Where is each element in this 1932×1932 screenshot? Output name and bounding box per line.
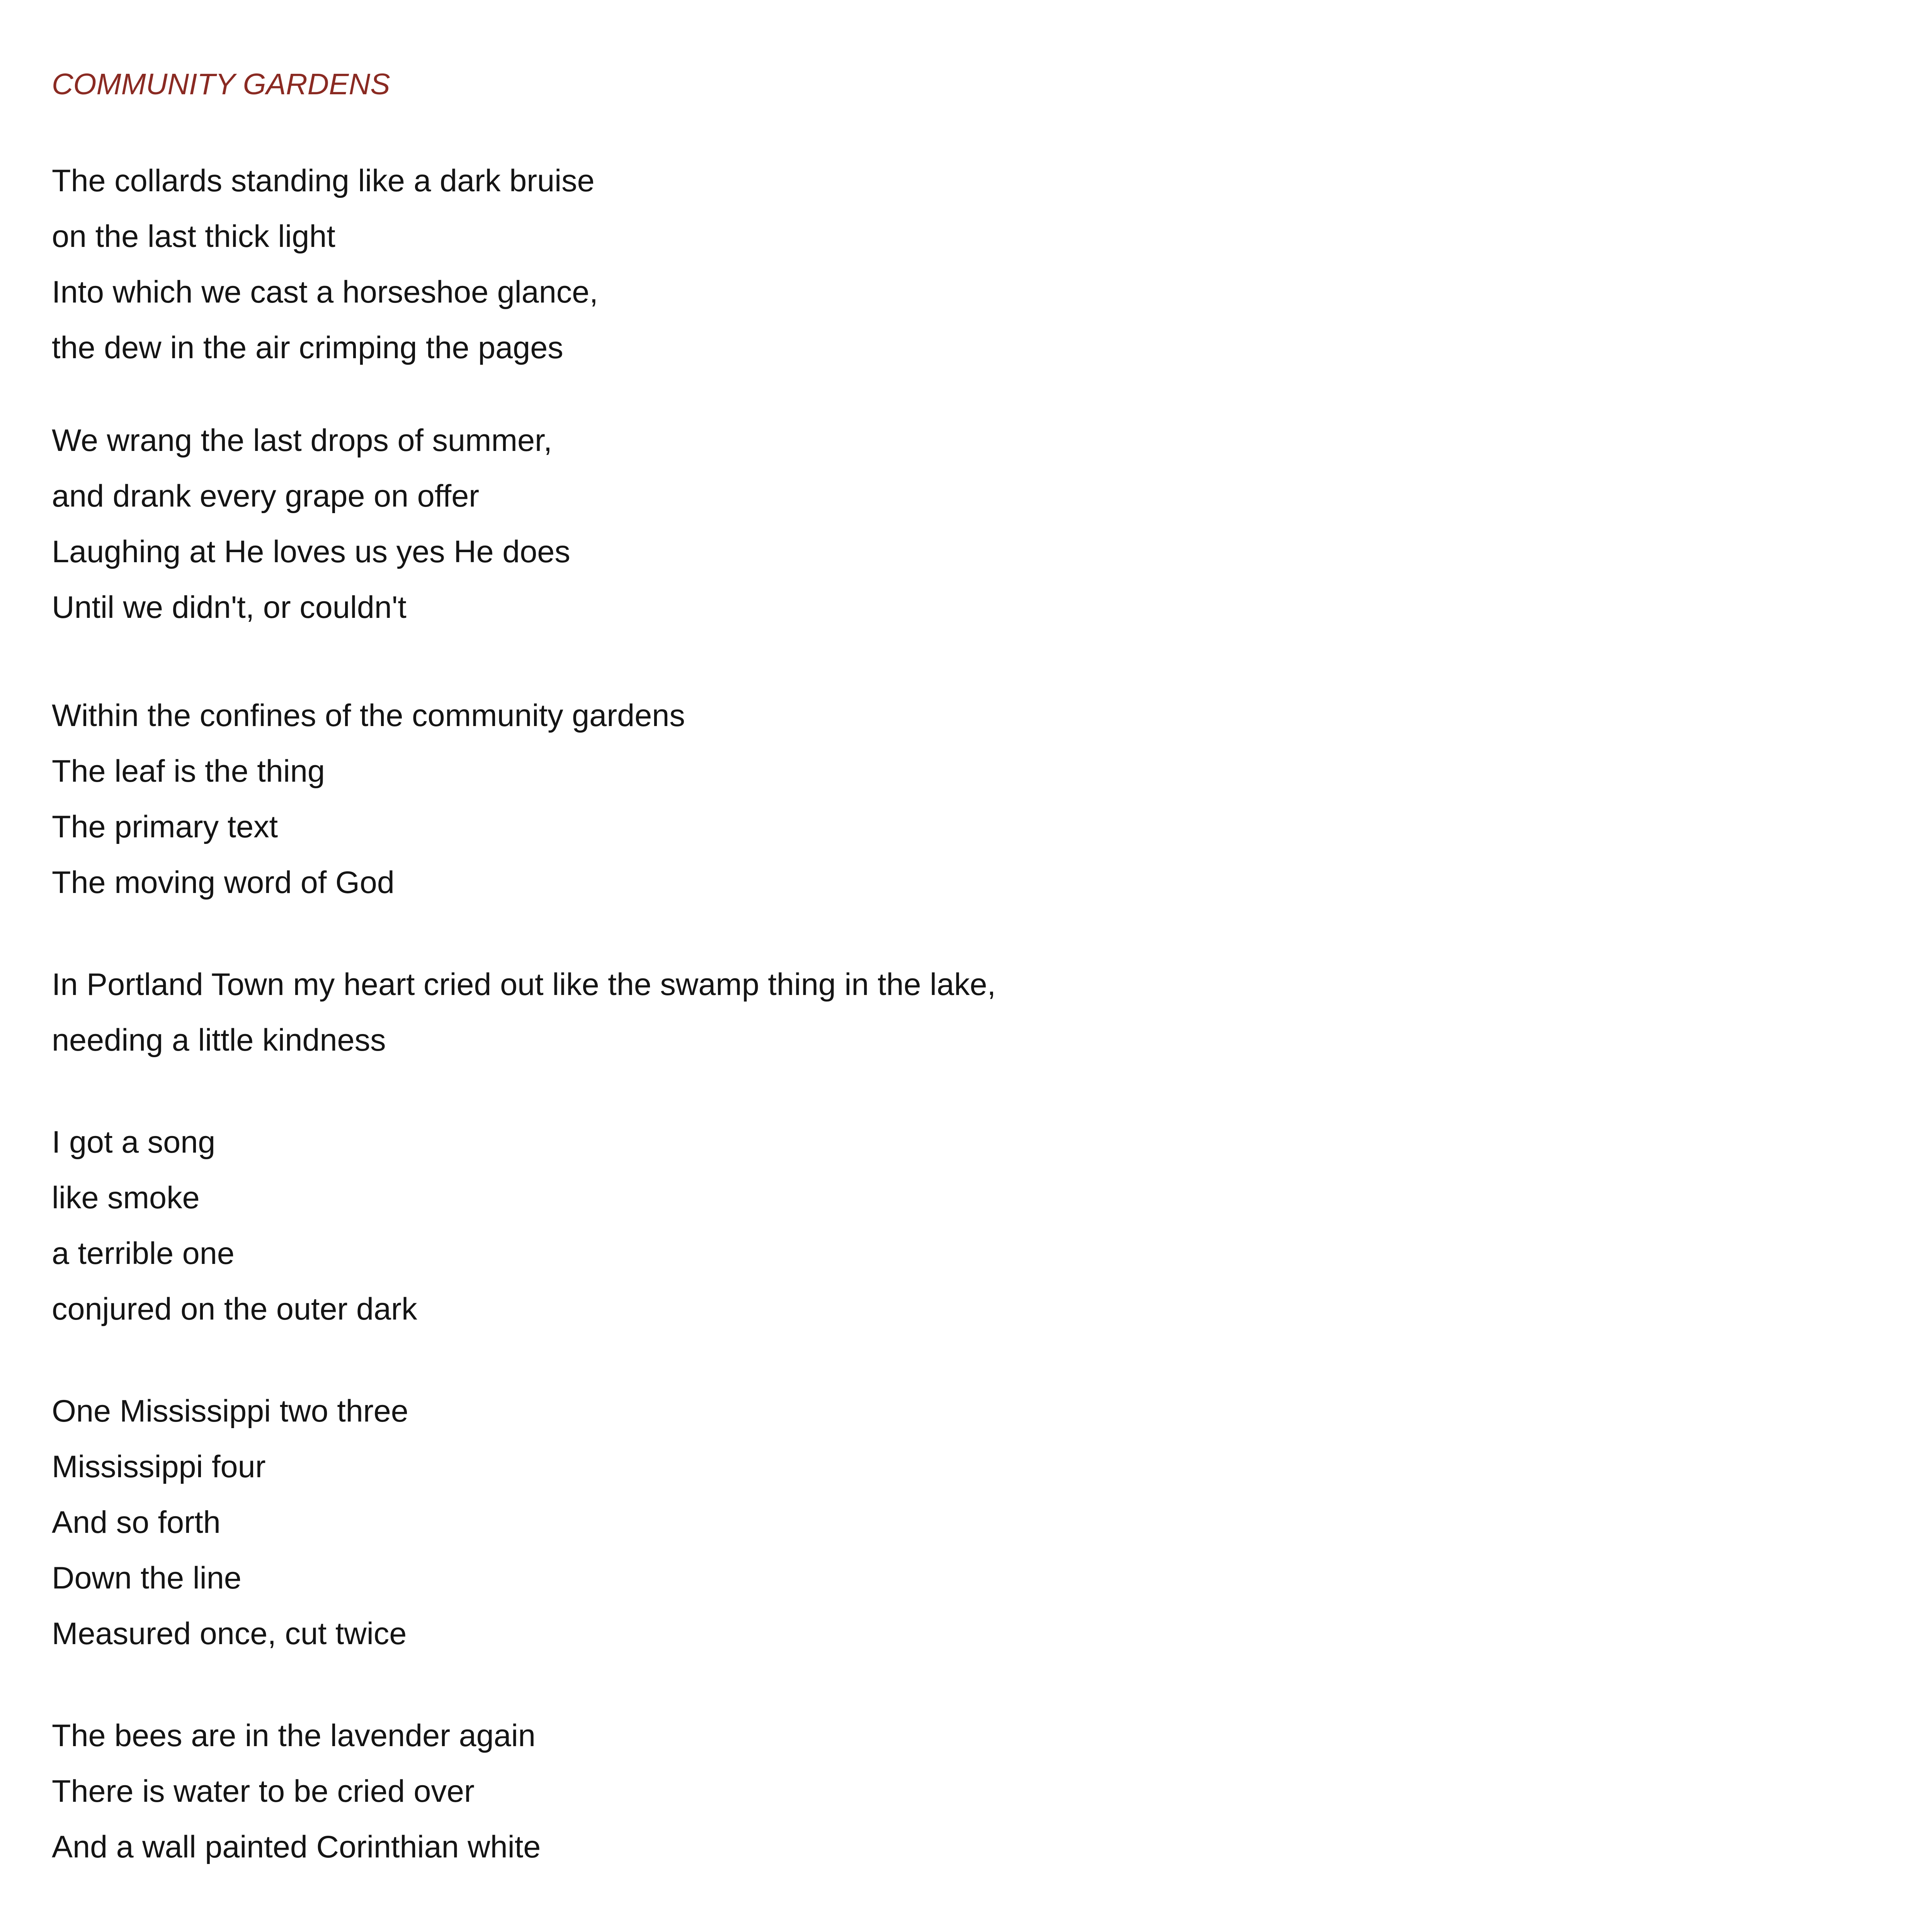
poem-line: like smoke (52, 1180, 200, 1215)
poem-line: And so forth (52, 1505, 221, 1540)
poem-line: The leaf is the thing (52, 754, 325, 789)
poem-line: Until we didn't, or couldn't (52, 590, 406, 625)
poem-line: on the last thick light (52, 219, 335, 254)
poem-line: conjured on the outer dark (52, 1292, 417, 1327)
poem-line: The bees are in the lavender again (52, 1718, 536, 1753)
poem-line: The moving word of God (52, 865, 395, 900)
poem-line: The collards standing like a dark bruise (52, 163, 595, 198)
poem-line: Within the confines of the community gardens (52, 698, 685, 733)
poem-line: Mississippi four (52, 1449, 266, 1484)
poem-line: Measured once, cut twice (52, 1616, 407, 1651)
poem-line: The primary text (52, 810, 278, 844)
poem-line (52, 1930, 570, 1932)
poem-line: In Portland Town my heart cried out like the swamp thing in the lake, (52, 967, 996, 1002)
poem-line: And a wall painted Corinthian white (52, 1830, 541, 1864)
poem-line: needing a little kindness (52, 1023, 386, 1058)
poem-line: I got a song (52, 1125, 216, 1160)
poem-line: the dew in the air crimping the pages (52, 330, 563, 365)
poem-line: Into which we cast a horseshoe glance, (52, 275, 598, 310)
poem-line: and drank every grape on offer (52, 479, 480, 514)
poem-line: Down the line (52, 1561, 242, 1595)
poem-line: We wrang the last drops of summer, (52, 423, 553, 458)
poem-line: There is water to be cried over (52, 1774, 474, 1809)
poem-title: COMMUNITY GARDENS (52, 68, 390, 101)
poem-line: Laughing at He loves us yes He does (52, 534, 570, 569)
poem-line: One Mississippi two three (52, 1394, 408, 1429)
poem-line: a terrible one (52, 1236, 235, 1271)
